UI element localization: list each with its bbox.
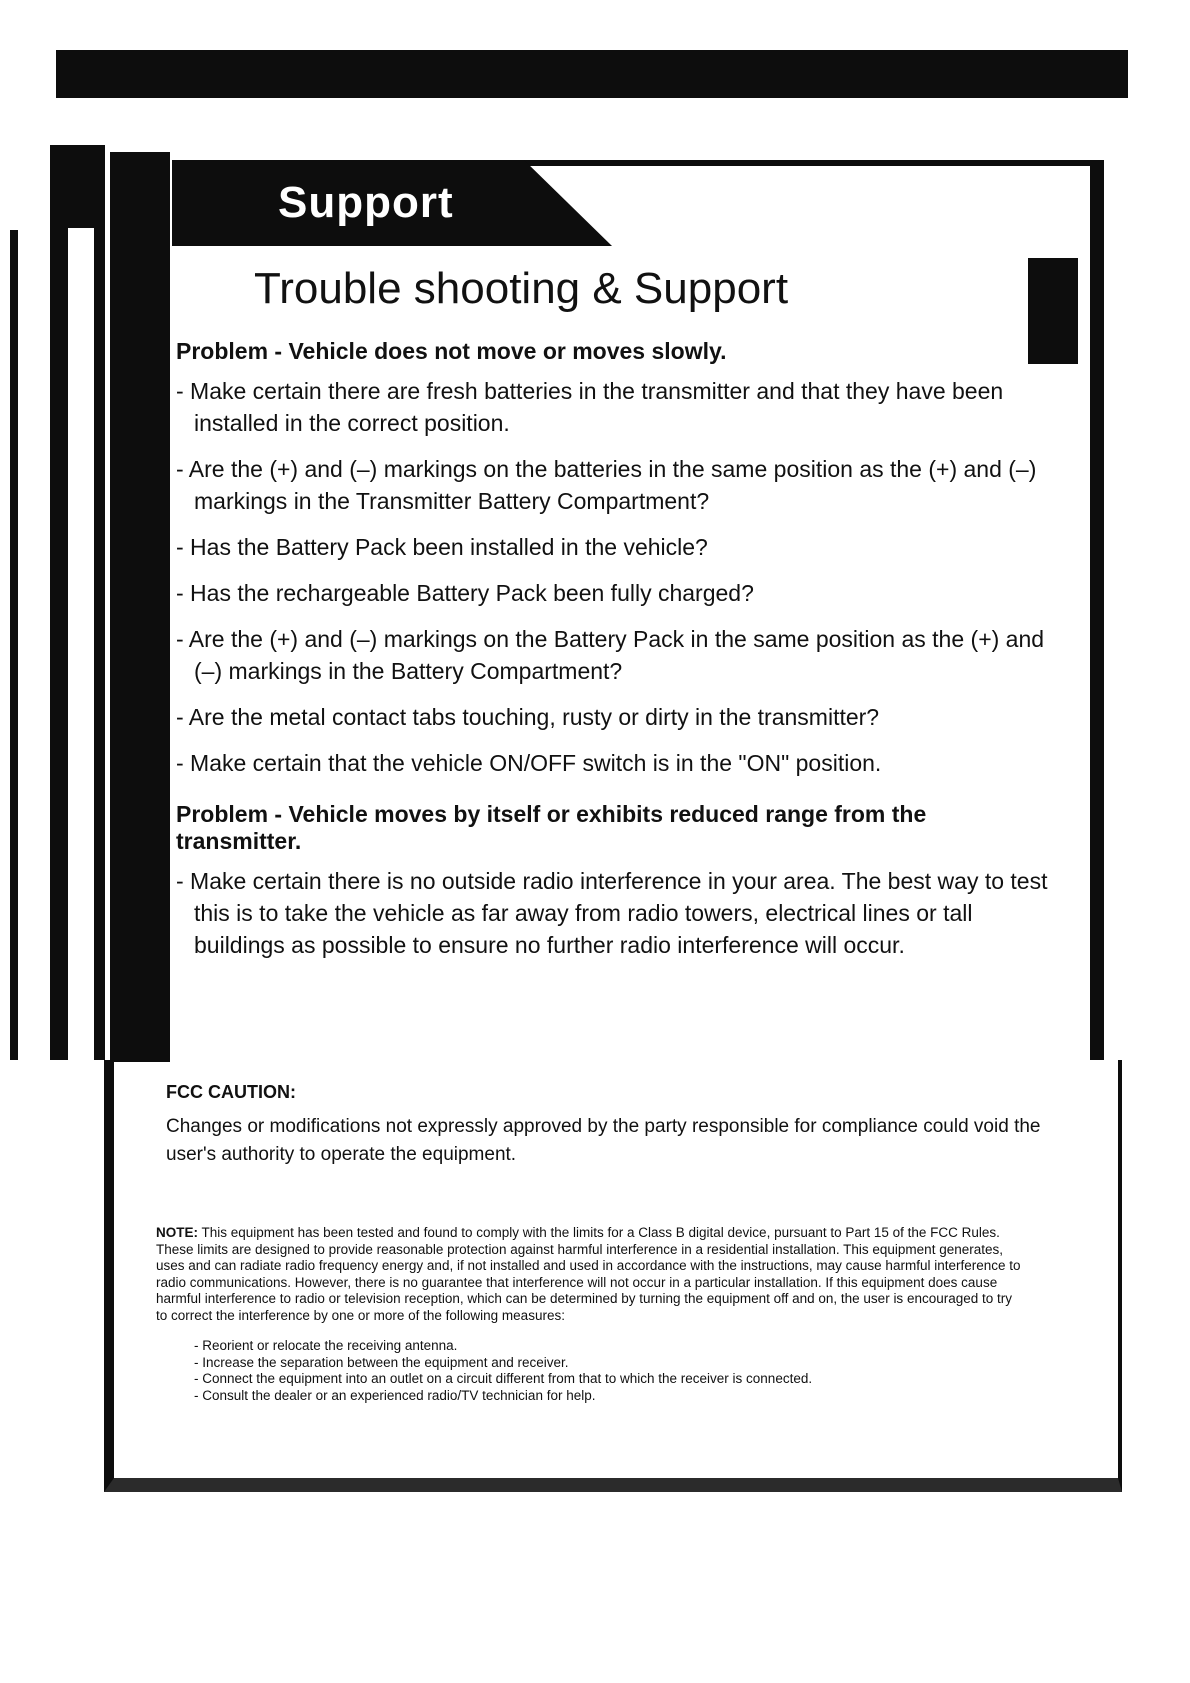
fcc-caution: [166, 1082, 1046, 1169]
problem-list: [176, 375, 1056, 779]
list-item: - Reorient or relocate the receiving antenna.: [194, 1338, 458, 1353]
list-item: - Increase the separation between the equipment and receiver.: [194, 1354, 569, 1370]
note-text: This equipment has been tested and found to comply with the limits for a Class B digital device, pursuant to Part 15 of the FCC Rules. These limits are designed to provide reasonable protection against harmful interference in a residential installation. This equipment generates, uses and can radiate radio frequency energy and, if not installed and used in accordance with the instructions, may cause harmful interference to radio communications. However, there is no guarantee that interference will not occur in a particular installation. If this equipment does cause harmful interference to radio or television reception, which can be determined by turning the equipment off and on, the user is encouraged to try to correct the interference by one or more of the following measures:: [156, 1225, 1021, 1323]
problem-heading: Problem - Vehicle moves by itself or exhibits reduced range from the transmitter.: [176, 801, 927, 854]
fcc-title: FCC CAUTION:: [166, 1082, 296, 1102]
problem-list: [176, 865, 1056, 961]
problem-heading: Problem - Vehicle does not move or moves slowly.: [176, 338, 727, 364]
list-item: - Are the (+) and (–) markings on the Battery Pack in the same position as the (+) and (–) markings in the Battery Compartment?: [176, 626, 1045, 684]
page-title: Trouble shooting & Support: [254, 264, 789, 313]
list-item: - Make certain there are fresh batteries in the transmitter and that they have been installed in the correct position.: [176, 378, 1004, 436]
list-item: - Make certain there is no outside radio interference in your area. The best way to test this is to take the vehicle as far away from radio towers, electrical lines or tall buildings as possible to ensure no further radio interference will occur.: [176, 868, 1048, 958]
section-label: Support: [278, 178, 454, 227]
list-item: - Has the rechargeable Battery Pack been fully charged?: [176, 580, 754, 606]
fcc-text: Changes or modifications not expressly approved by the party responsible for compliance could void the user's authority to operate the equipment.: [166, 1116, 1041, 1165]
list-item: - Consult the dealer or an experienced radio/TV technician for help.: [194, 1387, 596, 1403]
list-item: - Has the Battery Pack been installed in the vehicle?: [176, 534, 708, 560]
scan-top-bar: [56, 50, 1128, 98]
page-left-band: [110, 152, 170, 1062]
list-item: - Connect the equipment into an outlet on a circuit different from that to which the receiver is connected.: [194, 1371, 813, 1386]
scan-left-strip: [10, 230, 18, 1060]
list-item: - Make certain that the vehicle ON/OFF switch is in the "ON" position.: [176, 750, 882, 776]
note-label: NOTE:: [156, 1225, 198, 1240]
list-item: - Are the (+) and (–) markings on the batteries in the same position as the (+) and (–) markings in the Transmitter Battery Compartment?: [176, 456, 1037, 514]
fcc-note: [156, 1225, 1026, 1404]
list-item: - Are the metal contact tabs touching, rusty or dirty in the transmitter?: [176, 704, 880, 730]
troubleshooting-content: [176, 338, 1056, 975]
measures-list: [194, 1338, 1026, 1404]
scan-left-gap: [68, 228, 94, 1060]
